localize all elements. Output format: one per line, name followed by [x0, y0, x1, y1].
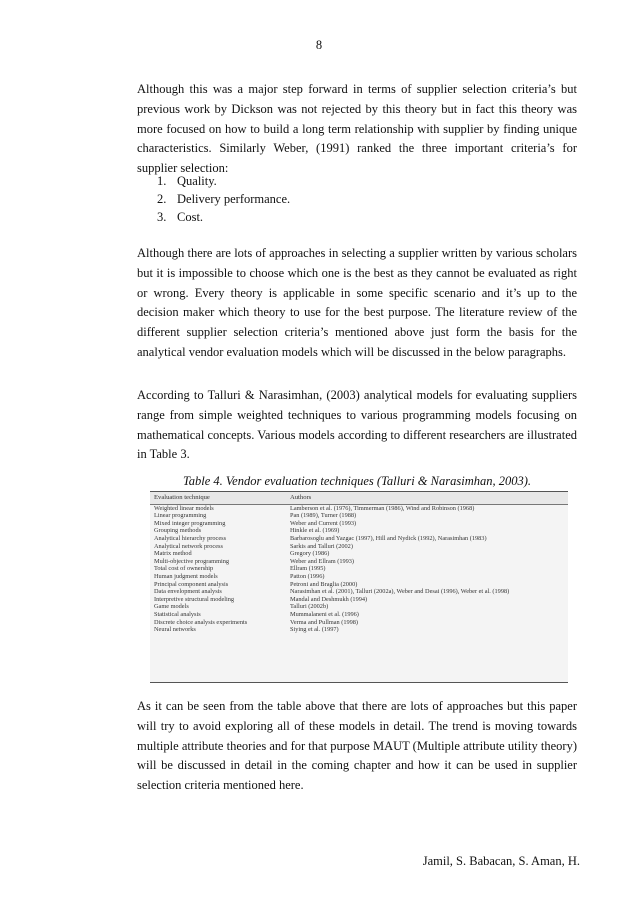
table-cell-technique: Total cost of ownership: [154, 565, 214, 573]
list-item: 3. Cost.: [157, 210, 204, 224]
vendor-evaluation-table: [150, 491, 568, 683]
table-cell-technique: Neural networks: [154, 626, 196, 634]
table-cell-technique: Interpretive structural modeling: [154, 595, 235, 603]
table-row: [150, 558, 568, 566]
table-cell-authors: Patton (1996): [290, 572, 325, 580]
paragraph-intro: Although this was a major step forward in terms of supplier selection criteria’s but previous work by Dickson was not rejected by this theory but in fact this theory was more focused on how to build a long term relationship with supplier by finding unique characteristics. Similarly Weber, (1991) ranked the three important criteria’s for supplier selection:: [137, 82, 577, 176]
table-cell-technique: Data envelopment analysis: [154, 588, 222, 596]
paragraph-conclusion: As it can be seen from the table above that there are lots of approaches but this paper will try to avoid exploring all of these models in detail. The trend is moving towards multiple attribute theories and for that purpose MAUT (Multiple attribute utility theory) will be discussed in detail in the coming chapter and how it can be used in supplier selection criteria mentioned here.: [137, 699, 577, 793]
table-row: [150, 550, 568, 558]
table-row: [150, 611, 568, 619]
table-cell-technique: Game models: [154, 603, 189, 611]
table-cell-authors: Mandal and Deshmukh (1994): [290, 595, 368, 603]
table-row: [150, 504, 568, 512]
table-cell-authors: Ellram (1995): [290, 565, 326, 573]
table-cell-authors: Sarkis and Talluri (2002): [290, 542, 353, 550]
table-row: [150, 626, 568, 634]
table-cell-technique: Analytical hierarchy process: [154, 534, 227, 542]
table-row: [150, 588, 568, 596]
table-row: [150, 581, 568, 589]
table-row: [150, 565, 568, 573]
table-row: [150, 543, 568, 551]
table-row: [150, 619, 568, 627]
table-cell-technique: Linear programming: [154, 512, 207, 520]
table-cell-authors: Weber and Ellram (1993): [290, 557, 355, 565]
table-row: [150, 512, 568, 520]
list-text: Delivery performance.: [177, 192, 291, 206]
table-cell-authors: Siying et al. (1997): [290, 626, 339, 634]
table-cell-authors: Lamberson et al. (1976), Timmerman (1986), Wind and Robinson (1968): [290, 504, 475, 512]
table-cell-technique: Mixed integer programming: [154, 519, 226, 527]
table-cell-authors: Mummalaneni et al. (1996): [290, 610, 359, 618]
table-cell-authors: Gregory (1986): [290, 550, 330, 558]
page-footer-authors: Jamil, S. Babacan, S. Aman, H.: [422, 854, 580, 868]
table-cell-authors: Weber and Current (1993): [290, 519, 357, 527]
table-cell-authors: Narasimhan et al. (2001), Talluri (2002a), Weber and Desai (1996), Weber et al. (1998): [290, 588, 510, 596]
paragraph-approaches: Although there are lots of approaches in selecting a supplier written by various scholars but it is impossible to choose which one is the best as they cannot be evaluated as right or wrong. Every theory is applicable in some specific scenario and it’s up to the decision maker which theory to use for the best purpose. The literature review of the different supplier selection criteria’s mentioned above just form the basis for the analytical vendor evaluation models which will be discussed in the below paragraphs.: [137, 246, 577, 359]
table-cell-technique: Discrete choice analysis experiments: [154, 618, 248, 626]
table-row: [150, 596, 568, 604]
table-header-authors: Authors: [286, 492, 568, 504]
table-cell-technique: Statistical analysis: [154, 610, 201, 618]
table-cell-authors: Barbarosoglu and Yazgac (1997), Hill and Nydick (1992), Narasimhan (1983): [290, 534, 487, 542]
list-item: 1. Quality.: [157, 174, 217, 188]
table-cell-technique: Weighted linear models: [154, 504, 214, 512]
table-row: [150, 603, 568, 611]
table-row: [150, 520, 568, 528]
table-cell-technique: Human judgment models: [154, 572, 218, 580]
table-row: [150, 535, 568, 543]
list-text: Quality.: [177, 174, 217, 188]
paragraph-analytical-models: According to Talluri & Narasimhan, (2003) analytical models for evaluating suppliers range from simple weighted techniques to various programming models focusing on mathematical concepts. Various models according to different researchers are illustrated in Table 3.: [137, 388, 577, 462]
table-header-technique: Evaluation technique: [150, 492, 286, 504]
table-cell-technique: Multi-objective programming: [154, 557, 230, 565]
table-cell-authors: Verma and Pullman (1998): [290, 618, 359, 626]
page-number: 8: [315, 38, 323, 52]
table-cell-authors: Hinkle et al. (1969): [290, 527, 340, 535]
table-row: [150, 573, 568, 581]
table-cell-authors: Petroni and Braglia (2000): [290, 580, 358, 588]
table: [150, 492, 568, 634]
table-row: [150, 527, 568, 535]
list-text: Cost.: [177, 210, 204, 224]
table-cell-authors: Talluri (2002b): [290, 603, 329, 611]
table-body: [150, 504, 568, 634]
list-item: 2. Delivery performance.: [157, 192, 291, 206]
table-cell-technique: Grouping methods: [154, 527, 202, 535]
table-caption: Table 4. Vendor evaluation techniques (Talluri & Narasimhan, 2003).: [182, 474, 532, 488]
table-header-row: [150, 492, 568, 504]
table-cell-authors: Pan (1989), Turner (1988): [290, 512, 357, 520]
table-cell-technique: Matrix method: [154, 550, 192, 558]
table-cell-technique: Analytical network process: [154, 542, 223, 550]
criteria-list: [137, 172, 290, 226]
table-cell-technique: Principal component analysis: [154, 580, 229, 588]
